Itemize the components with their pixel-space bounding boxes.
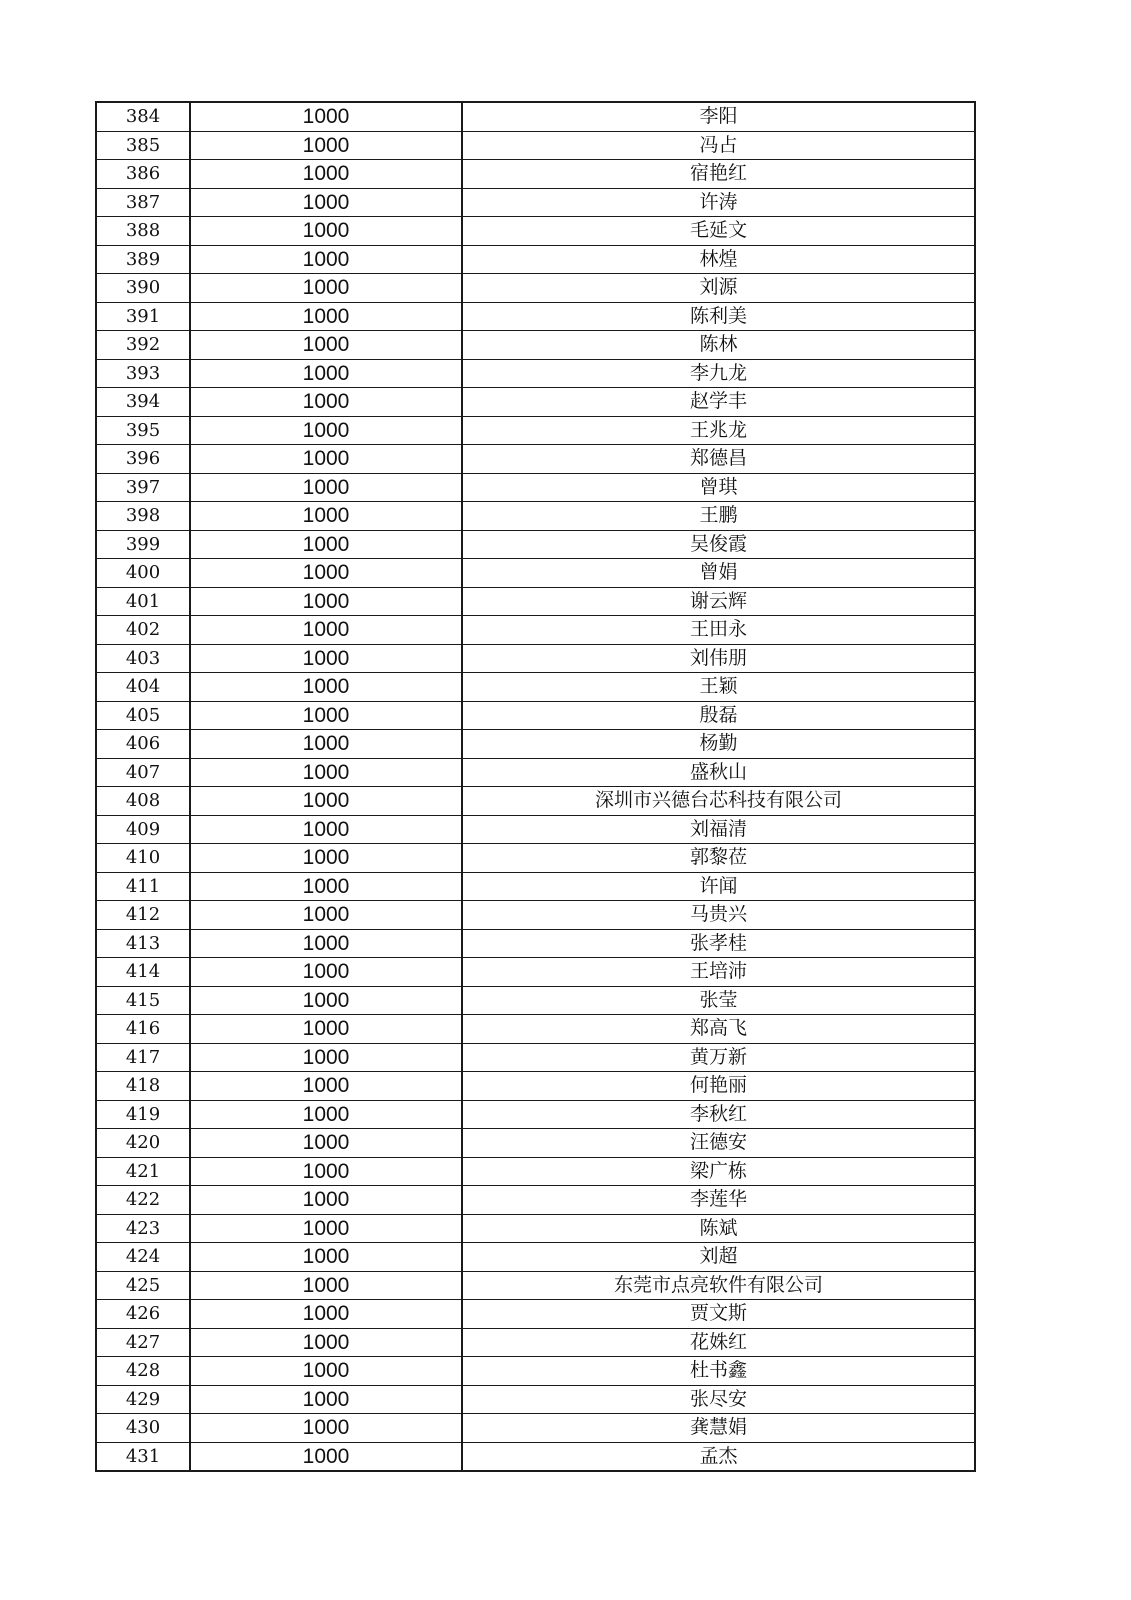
table-row — [96, 217, 975, 246]
table-row — [96, 331, 975, 360]
amount-cell: 1000 — [190, 929, 462, 958]
row-number-cell: 397 — [96, 473, 190, 502]
table-row — [96, 502, 975, 531]
row-number-cell: 386 — [96, 160, 190, 189]
name-cell: 刘源 — [462, 274, 975, 303]
name-cell: 郑德昌 — [462, 445, 975, 474]
name-cell: 许闻 — [462, 872, 975, 901]
table-row — [96, 416, 975, 445]
table-row — [96, 673, 975, 702]
row-number-cell: 428 — [96, 1357, 190, 1386]
row-number-cell: 415 — [96, 986, 190, 1015]
amount-cell: 1000 — [190, 587, 462, 616]
row-number-cell: 409 — [96, 815, 190, 844]
amount-cell: 1000 — [190, 1357, 462, 1386]
table-row — [96, 1072, 975, 1101]
table-row — [96, 616, 975, 645]
table-row — [96, 445, 975, 474]
name-cell: 李莲华 — [462, 1186, 975, 1215]
table-row — [96, 787, 975, 816]
name-cell: 刘超 — [462, 1243, 975, 1272]
amount-cell: 1000 — [190, 160, 462, 189]
name-cell: 王田永 — [462, 616, 975, 645]
table-row — [96, 245, 975, 274]
table-row — [96, 1243, 975, 1272]
row-number-cell: 426 — [96, 1300, 190, 1329]
table-row — [96, 1015, 975, 1044]
table-row — [96, 1385, 975, 1414]
amount-cell: 1000 — [190, 815, 462, 844]
name-cell: 陈斌 — [462, 1214, 975, 1243]
table-row — [96, 1271, 975, 1300]
amount-cell: 1000 — [190, 758, 462, 787]
row-number-cell: 410 — [96, 844, 190, 873]
name-cell: 谢云辉 — [462, 587, 975, 616]
name-cell: 梁广栋 — [462, 1157, 975, 1186]
name-cell: 李阳 — [462, 102, 975, 131]
amount-cell: 1000 — [190, 986, 462, 1015]
row-number-cell: 389 — [96, 245, 190, 274]
name-cell: 黄万新 — [462, 1043, 975, 1072]
row-number-cell: 412 — [96, 901, 190, 930]
name-cell: 殷磊 — [462, 701, 975, 730]
amount-cell: 1000 — [190, 901, 462, 930]
table-row — [96, 815, 975, 844]
row-number-cell: 399 — [96, 530, 190, 559]
row-number-cell: 390 — [96, 274, 190, 303]
row-number-cell: 407 — [96, 758, 190, 787]
amount-cell: 1000 — [190, 1414, 462, 1443]
name-cell: 张尽安 — [462, 1385, 975, 1414]
row-number-cell: 429 — [96, 1385, 190, 1414]
table-row — [96, 730, 975, 759]
row-number-cell: 387 — [96, 188, 190, 217]
amount-cell: 1000 — [190, 1214, 462, 1243]
table-row — [96, 160, 975, 189]
row-number-cell: 384 — [96, 102, 190, 131]
name-cell: 龚慧娟 — [462, 1414, 975, 1443]
name-cell: 王鹏 — [462, 502, 975, 531]
row-number-cell: 388 — [96, 217, 190, 246]
row-number-cell: 394 — [96, 388, 190, 417]
row-number-cell: 406 — [96, 730, 190, 759]
row-number-cell: 393 — [96, 359, 190, 388]
name-cell: 汪德安 — [462, 1129, 975, 1158]
amount-cell: 1000 — [190, 217, 462, 246]
row-number-cell: 395 — [96, 416, 190, 445]
amount-cell: 1000 — [190, 131, 462, 160]
row-number-cell: 418 — [96, 1072, 190, 1101]
row-number-cell: 413 — [96, 929, 190, 958]
amount-cell: 1000 — [190, 644, 462, 673]
table-row — [96, 1442, 975, 1471]
row-number-cell: 385 — [96, 131, 190, 160]
name-cell: 杨勤 — [462, 730, 975, 759]
name-cell: 郑高飞 — [462, 1015, 975, 1044]
amount-cell: 1000 — [190, 673, 462, 702]
amount-cell: 1000 — [190, 1328, 462, 1357]
amount-cell: 1000 — [190, 274, 462, 303]
row-number-cell: 400 — [96, 559, 190, 588]
row-number-cell: 421 — [96, 1157, 190, 1186]
table-row — [96, 644, 975, 673]
amount-cell: 1000 — [190, 1271, 462, 1300]
row-number-cell: 420 — [96, 1129, 190, 1158]
amount-cell: 1000 — [190, 1043, 462, 1072]
row-number-cell: 411 — [96, 872, 190, 901]
table-row — [96, 844, 975, 873]
name-cell: 东莞市点亮软件有限公司 — [462, 1271, 975, 1300]
amount-cell: 1000 — [190, 701, 462, 730]
document-page — [95, 101, 974, 1472]
row-number-cell: 423 — [96, 1214, 190, 1243]
amount-cell: 1000 — [190, 1100, 462, 1129]
table-row — [96, 986, 975, 1015]
table-row — [96, 188, 975, 217]
row-number-cell: 402 — [96, 616, 190, 645]
table-row — [96, 929, 975, 958]
name-cell: 张莹 — [462, 986, 975, 1015]
amount-cell: 1000 — [190, 416, 462, 445]
name-cell: 曾琪 — [462, 473, 975, 502]
amount-cell: 1000 — [190, 559, 462, 588]
name-cell: 李秋红 — [462, 1100, 975, 1129]
table-row — [96, 1157, 975, 1186]
amount-cell: 1000 — [190, 958, 462, 987]
row-number-cell: 424 — [96, 1243, 190, 1272]
row-number-cell: 398 — [96, 502, 190, 531]
row-number-cell: 422 — [96, 1186, 190, 1215]
name-cell: 深圳市兴德台芯科技有限公司 — [462, 787, 975, 816]
row-number-cell: 417 — [96, 1043, 190, 1072]
amount-cell: 1000 — [190, 1129, 462, 1158]
table-row — [96, 872, 975, 901]
name-cell: 陈林 — [462, 331, 975, 360]
amount-cell: 1000 — [190, 331, 462, 360]
name-cell: 王颖 — [462, 673, 975, 702]
row-number-cell: 425 — [96, 1271, 190, 1300]
amount-cell: 1000 — [190, 1015, 462, 1044]
amount-cell: 1000 — [190, 502, 462, 531]
row-number-cell: 392 — [96, 331, 190, 360]
row-number-cell: 408 — [96, 787, 190, 816]
table-row — [96, 901, 975, 930]
amount-cell: 1000 — [190, 872, 462, 901]
row-number-cell: 403 — [96, 644, 190, 673]
row-number-cell: 430 — [96, 1414, 190, 1443]
roster-table-body — [96, 102, 975, 1471]
table-row — [96, 1328, 975, 1357]
name-cell: 赵学丰 — [462, 388, 975, 417]
amount-cell: 1000 — [190, 616, 462, 645]
name-cell: 陈利美 — [462, 302, 975, 331]
name-cell: 李九龙 — [462, 359, 975, 388]
amount-cell: 1000 — [190, 1442, 462, 1471]
name-cell: 毛延文 — [462, 217, 975, 246]
name-cell: 杜书鑫 — [462, 1357, 975, 1386]
amount-cell: 1000 — [190, 445, 462, 474]
table-row — [96, 388, 975, 417]
amount-cell: 1000 — [190, 302, 462, 331]
table-row — [96, 131, 975, 160]
amount-cell: 1000 — [190, 730, 462, 759]
name-cell: 何艳丽 — [462, 1072, 975, 1101]
row-number-cell: 427 — [96, 1328, 190, 1357]
table-row — [96, 758, 975, 787]
amount-cell: 1000 — [190, 359, 462, 388]
table-row — [96, 701, 975, 730]
row-number-cell: 431 — [96, 1442, 190, 1471]
amount-cell: 1000 — [190, 1157, 462, 1186]
table-row — [96, 559, 975, 588]
table-row — [96, 1300, 975, 1329]
name-cell: 许涛 — [462, 188, 975, 217]
row-number-cell: 416 — [96, 1015, 190, 1044]
amount-cell: 1000 — [190, 473, 462, 502]
table-row — [96, 1100, 975, 1129]
row-number-cell: 401 — [96, 587, 190, 616]
table-row — [96, 958, 975, 987]
amount-cell: 1000 — [190, 1300, 462, 1329]
row-number-cell: 419 — [96, 1100, 190, 1129]
amount-cell: 1000 — [190, 787, 462, 816]
table-row — [96, 274, 975, 303]
table-row — [96, 102, 975, 131]
name-cell: 刘福清 — [462, 815, 975, 844]
name-cell: 王兆龙 — [462, 416, 975, 445]
name-cell: 刘伟朋 — [462, 644, 975, 673]
amount-cell: 1000 — [190, 388, 462, 417]
table-row — [96, 473, 975, 502]
table-row — [96, 1129, 975, 1158]
row-number-cell: 396 — [96, 445, 190, 474]
row-number-cell: 414 — [96, 958, 190, 987]
name-cell: 郭黎莅 — [462, 844, 975, 873]
name-cell: 贾文斯 — [462, 1300, 975, 1329]
amount-cell: 1000 — [190, 102, 462, 131]
amount-cell: 1000 — [190, 530, 462, 559]
amount-cell: 1000 — [190, 1186, 462, 1215]
table-row — [96, 1414, 975, 1443]
name-cell: 盛秋山 — [462, 758, 975, 787]
amount-cell: 1000 — [190, 188, 462, 217]
name-cell: 林煌 — [462, 245, 975, 274]
amount-cell: 1000 — [190, 1385, 462, 1414]
name-cell: 吴俊霞 — [462, 530, 975, 559]
row-number-cell: 405 — [96, 701, 190, 730]
table-row — [96, 1357, 975, 1386]
amount-cell: 1000 — [190, 1243, 462, 1272]
name-cell: 冯占 — [462, 131, 975, 160]
name-cell: 张孝桂 — [462, 929, 975, 958]
roster-table — [95, 101, 976, 1472]
name-cell: 马贵兴 — [462, 901, 975, 930]
amount-cell: 1000 — [190, 1072, 462, 1101]
table-row — [96, 359, 975, 388]
amount-cell: 1000 — [190, 245, 462, 274]
table-row — [96, 530, 975, 559]
name-cell: 曾娟 — [462, 559, 975, 588]
name-cell: 宿艳红 — [462, 160, 975, 189]
name-cell: 花姝红 — [462, 1328, 975, 1357]
row-number-cell: 391 — [96, 302, 190, 331]
table-row — [96, 1214, 975, 1243]
name-cell: 王培沛 — [462, 958, 975, 987]
table-row — [96, 587, 975, 616]
row-number-cell: 404 — [96, 673, 190, 702]
name-cell: 孟杰 — [462, 1442, 975, 1471]
amount-cell: 1000 — [190, 844, 462, 873]
table-row — [96, 302, 975, 331]
table-row — [96, 1043, 975, 1072]
table-row — [96, 1186, 975, 1215]
